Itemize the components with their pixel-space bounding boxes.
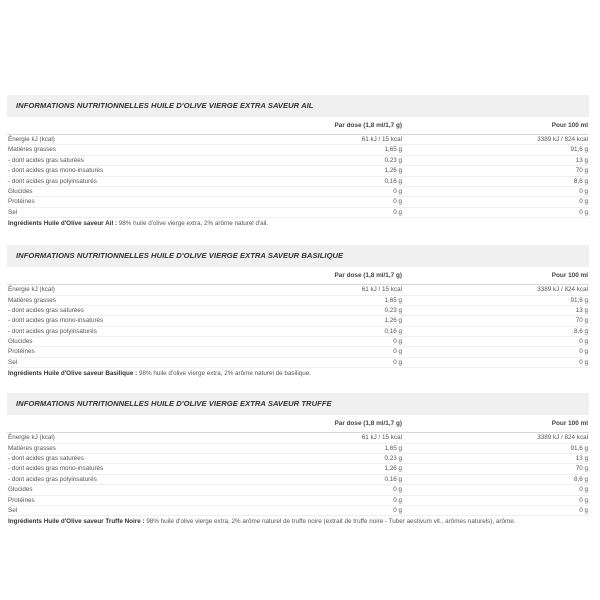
- table-row: [7, 327, 589, 337]
- section-title: INFORMATIONS NUTRITIONNELLES HUILE D'OLIVE VIERGE EXTRA SAVEUR TRUFFE: [7, 393, 589, 415]
- table-row: [7, 464, 589, 474]
- header-blank: [7, 415, 280, 432]
- nutrient-name: Sel: [8, 208, 18, 216]
- table-row: [7, 506, 589, 516]
- nutrient-name: Énergie kJ (kcal): [8, 286, 55, 294]
- table-row: [7, 337, 589, 347]
- value-per-dose: 1,26 g: [384, 317, 402, 325]
- value-per-dose: 1,26 g: [384, 465, 402, 473]
- table-header-row: [7, 267, 589, 285]
- nutrient-name: - dont acides gras mono-insaturés: [8, 465, 104, 473]
- header-per-dose: Par dose (1,8 ml/1,7 g): [334, 420, 402, 428]
- value-per-dose: 0,16 g: [384, 327, 402, 335]
- nutrient-name: - dont acides gras polyinsaturés: [8, 327, 97, 335]
- header-per-100: Pour 100 ml: [551, 272, 588, 280]
- value-per-100: 0 g: [579, 496, 588, 504]
- ingredients-list: 98% huile d'olive vierge extra, 2% arôme naturel de truffe noire (extrait de truffe noire - Tuber aestivum vit., arômes naturels), arôme.: [144, 518, 516, 526]
- value-per-dose: 0 g: [393, 187, 402, 195]
- value-per-100: 8,6 g: [573, 177, 588, 185]
- value-per-100: 3389 kJ / 824 kcal: [537, 136, 588, 143]
- nutrient-name: - dont acides gras mono-insaturés: [8, 167, 104, 175]
- header-per-dose: Par dose (1,8 ml/1,7 g): [334, 272, 402, 280]
- value-per-100: 0 g: [579, 338, 588, 346]
- table-row: [7, 444, 589, 454]
- header-blank: [7, 267, 280, 284]
- nutrient-name: - dont acides gras polyinsaturés: [8, 177, 97, 185]
- value-per-100: 8,6 g: [573, 475, 588, 483]
- nutrient-name: - dont acides gras saturées: [8, 455, 84, 463]
- value-per-100: 0 g: [579, 506, 588, 514]
- value-per-dose: 1,65 g: [384, 296, 402, 304]
- value-per-100: 13 g: [575, 306, 588, 314]
- ingredients-label: Ingrédients Huile d'Olive saveur Truffe Noire :: [8, 518, 145, 526]
- value-per-100: 3389 kJ / 824 kcal: [537, 286, 588, 294]
- nutrient-name: Glucides: [8, 187, 33, 195]
- value-per-dose: 1,65 g: [384, 146, 402, 154]
- table-row: [7, 454, 589, 464]
- table-row: [7, 177, 589, 187]
- nutrition-section-basilique: [7, 245, 589, 379]
- nutrient-name: Sel: [8, 506, 18, 514]
- nutrient-name: Protéines: [8, 198, 35, 206]
- section-title: INFORMATIONS NUTRITIONNELLES HUILE D'OLIVE VIERGE EXTRA SAVEUR BASILIQUE: [7, 245, 589, 267]
- value-per-100: 13 g: [575, 455, 588, 463]
- ingredients-label: Ingrédients Huile d'Olive saveur Ail :: [8, 220, 118, 228]
- value-per-100: 0 g: [579, 208, 588, 216]
- value-per-dose: 0 g: [393, 348, 402, 356]
- table-row: [7, 285, 589, 295]
- value-per-dose: 0 g: [393, 358, 402, 366]
- table-row: [7, 135, 589, 145]
- value-per-dose: 0 g: [393, 208, 402, 216]
- nutrient-name: Matières grasses: [8, 444, 56, 452]
- value-per-dose: 0,16 g: [384, 177, 402, 185]
- table-row: [7, 306, 589, 316]
- nutrient-name: Glucides: [8, 338, 33, 346]
- table-row: [7, 187, 589, 197]
- value-per-dose: 0,16 g: [384, 475, 402, 483]
- nutrient-name: Sel: [8, 358, 18, 366]
- value-per-100: 91,6 g: [570, 296, 588, 304]
- table-row: [7, 208, 589, 218]
- value-per-dose: 0 g: [393, 506, 402, 514]
- value-per-100: 0 g: [579, 486, 588, 494]
- section-title: INFORMATIONS NUTRITIONNELLES HUILE D'OLIVE VIERGE EXTRA SAVEUR AIL: [7, 95, 589, 117]
- table-row: [7, 156, 589, 166]
- nutrient-name: Matières grasses: [8, 296, 56, 304]
- value-per-100: 0 g: [579, 348, 588, 356]
- nutrient-name: Énergie kJ (kcal): [8, 136, 55, 143]
- value-per-dose: 0,23 g: [384, 306, 402, 314]
- header-blank: [7, 117, 280, 134]
- ingredients-text: [7, 218, 578, 229]
- nutrient-name: Protéines: [8, 496, 35, 504]
- nutrient-name: - dont acides gras saturées: [8, 156, 84, 164]
- table-row: [7, 197, 589, 207]
- nutrient-name: - dont acides gras mono-insaturés: [8, 317, 104, 325]
- nutrient-name: Protéines: [8, 348, 35, 356]
- table-header-row: [7, 415, 589, 433]
- table-row: [7, 296, 589, 306]
- value-per-100: 70 g: [575, 167, 588, 175]
- table-row: [7, 358, 589, 368]
- table-row: [7, 316, 589, 326]
- nutrient-name: - dont acides gras polyinsaturés: [8, 475, 97, 483]
- value-per-dose: 61 kJ / 15 kcal: [361, 136, 402, 143]
- nutrient-name: Glucides: [8, 486, 33, 494]
- value-per-100: 0 g: [579, 358, 588, 366]
- value-per-dose: 1,65 g: [384, 444, 402, 452]
- table-row: [7, 433, 589, 443]
- value-per-dose: 61 kJ / 15 kcal: [361, 434, 402, 442]
- nutrition-section-truffe: [7, 393, 589, 527]
- value-per-100: 13 g: [575, 156, 588, 164]
- value-per-100: 3389 kJ / 824 kcal: [537, 434, 588, 442]
- value-per-100: 70 g: [575, 317, 588, 325]
- table-row: [7, 347, 589, 357]
- value-per-100: 8,6 g: [573, 327, 588, 335]
- value-per-dose: 0 g: [393, 198, 402, 206]
- value-per-dose: 1,26 g: [384, 167, 402, 175]
- value-per-dose: 61 kJ / 15 kcal: [361, 286, 402, 294]
- nutrition-tables: [7, 95, 589, 527]
- header-per-100: Pour 100 ml: [551, 420, 588, 428]
- table-row: [7, 496, 589, 506]
- table-row: [7, 166, 589, 176]
- value-per-dose: 0 g: [393, 496, 402, 504]
- value-per-dose: 0,23 g: [384, 156, 402, 164]
- table-header-row: [7, 117, 589, 135]
- value-per-dose: 0 g: [393, 338, 402, 346]
- value-per-dose: 0,23 g: [384, 455, 402, 463]
- table-row: [7, 475, 589, 485]
- value-per-dose: 0 g: [393, 486, 402, 494]
- nutrient-name: Matières grasses: [8, 146, 56, 154]
- ingredients-list: 98% huile d'olive vierge extra, 2% arôme naturel d'ail.: [117, 220, 269, 228]
- header-per-dose: Par dose (1,8 ml/1,7 g): [334, 122, 402, 129]
- value-per-100: 91,6 g: [570, 444, 588, 452]
- header-per-100: Pour 100 ml: [551, 122, 588, 129]
- nutrient-name: - dont acides gras saturées: [8, 306, 84, 314]
- table-row: [7, 485, 589, 495]
- nutrition-section-ail: [7, 95, 589, 229]
- value-per-100: 0 g: [579, 198, 588, 206]
- value-per-100: 0 g: [579, 187, 588, 195]
- ingredients-text: [7, 368, 578, 379]
- ingredients-text: [7, 516, 578, 527]
- nutrient-name: Énergie kJ (kcal): [8, 434, 55, 442]
- ingredients-list: 98% huile d'olive vierge extra, 2% arôme naturel de basilique.: [137, 370, 312, 378]
- value-per-100: 70 g: [575, 465, 588, 473]
- value-per-100: 91,6 g: [570, 146, 588, 154]
- table-row: [7, 145, 589, 155]
- ingredients-label: Ingrédients Huile d'Olive saveur Basilique :: [8, 370, 138, 378]
